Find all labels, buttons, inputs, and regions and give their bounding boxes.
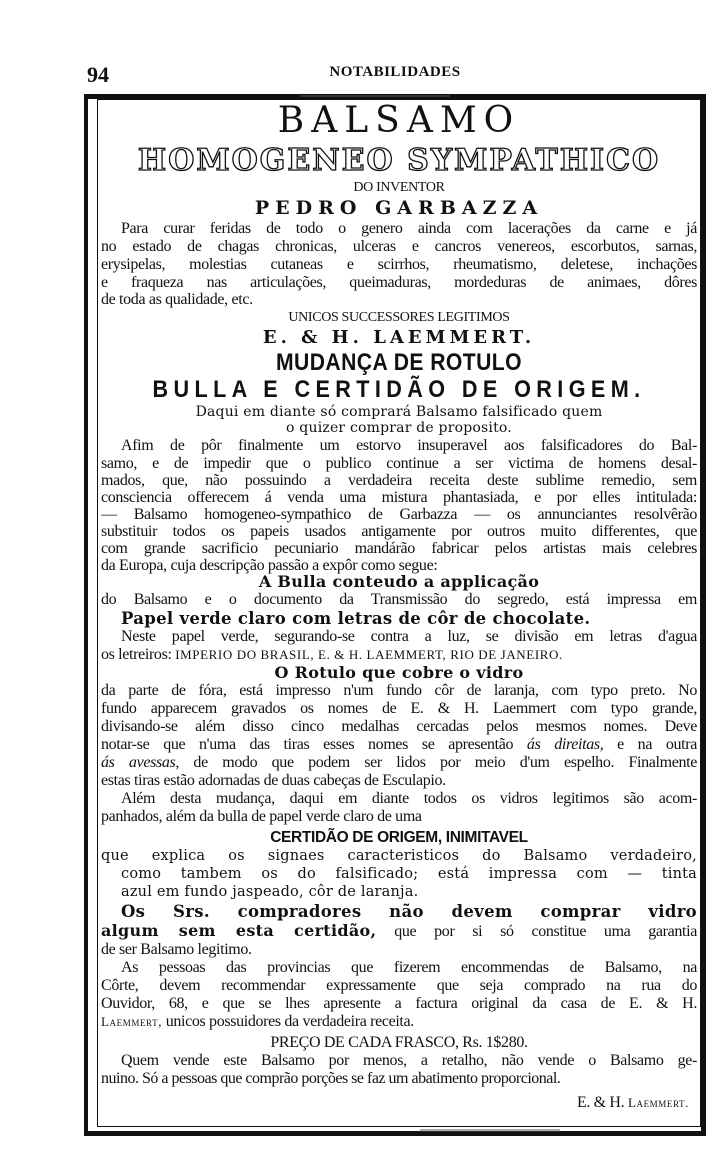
text-line: nuino. Só a pessoas que comprão porções se faz um abatimento proporcional. <box>101 1070 561 1087</box>
text-line: panhados, além da bulla de papel verde claro de uma <box>101 808 422 825</box>
italic-segment: ás avessas, <box>101 754 180 771</box>
text-line: Afim de pôr finalmente um estorvo insuperavel aos falsificadores do Bal- <box>121 437 697 454</box>
warning-line: o quizer comprar de proposito. <box>286 420 512 436</box>
text-line: como tambem os do falsificado; está impressa com — tinta <box>121 866 697 882</box>
successors-label: UNICOS SUCCESSORES LEGITIMOS <box>288 310 510 325</box>
inventor-name: PEDRO GARBAZZA <box>254 197 544 219</box>
buyers-warning-line: Os Srs. compradores não devem comprar vidro <box>121 903 697 921</box>
text-line: de toda as qualidade, etc. <box>101 291 253 308</box>
text-line: fundo apparecem gravados os nomes de E. & H. Laemmert com typo grande, <box>101 700 697 717</box>
inventor-label: DO INVENTOR <box>353 180 445 195</box>
smallcaps-segment: Laemmert, <box>101 1014 163 1029</box>
text-line: Para curar feridas de todo o genero ainda com lacerações da carne e já <box>121 220 697 237</box>
ad-subtitle: HOMOGENEO SYMPATHICO <box>137 143 661 178</box>
italic-segment: ás direitas, <box>526 736 604 753</box>
text-line: da Europa, cuja descripção passão a expôr como segue: <box>101 557 438 574</box>
rotulo-heading: O Rotulo que cobre o vidro <box>274 663 524 682</box>
bulla-heading: A Bulla conteudo a applicação <box>258 572 540 591</box>
heading-label-change: MUDANÇA DE ROTULO <box>275 349 523 376</box>
text-line <box>101 646 697 664</box>
text-line <box>101 754 697 772</box>
text-line: consciencia offerecem á venda uma mistura phantasiada, e por elles intitulada: <box>101 489 697 506</box>
warning-line: Daqui em diante só comprará Balsamo falsificado quem <box>195 404 603 420</box>
text-line: da parte de fóra, está impresso n'um fundo côr de laranja, com typo preto. No <box>101 682 697 699</box>
bold-segment: algum sem esta certidão, <box>101 922 377 940</box>
text-line: samo, e de impedir que o publico continue a ser victima de homens desal- <box>101 455 697 472</box>
signature-initials: E. & H. <box>576 1094 625 1111</box>
text-line: com grande sacrificio pecuniario mandárão fabricar pelos artistas mais celebres <box>101 540 697 557</box>
text-line: de ser Balsamo legitimo. <box>101 941 252 958</box>
certidao-heading: CERTIDÃO DE ORIGEM, INIMITAVEL <box>270 829 528 846</box>
text-line: mados, que, não possuindo a verdadeira receita deste sublime remedio, sem <box>101 472 697 489</box>
text-line: azul em fundo jaspeado, côr de laranja. <box>121 884 419 900</box>
text-segment: notar-se que n'uma das tiras esses nomes se apresentão <box>101 736 514 753</box>
text-segment: e na outra <box>617 736 697 753</box>
text-line: erysipelas, molestias cutaneas e scirrhos, rheumatismo, deletese, inchações <box>101 256 697 273</box>
text-segment: unicos possuidores da verdadeira receita. <box>165 1013 414 1030</box>
text-line: no estado de chagas chronicas, ulceras e cancros venereos, escorbutos, sarnas, <box>101 238 697 255</box>
text-line: divisando-se além disso cinco medalhas cercadas pelos mesmos nomes. Deve <box>101 718 697 735</box>
heading-bulla-certidao: BULLA E CERTIDÃO DE ORIGEM. <box>152 376 646 403</box>
price-line: PREÇO DE CADA FRASCO, Rs. 1$280. <box>270 1034 528 1051</box>
text-line: do Balsamo e o documento da Transmissão do segredo, está impressa em <box>101 591 697 608</box>
text-line: que explica os signaes caracteristicos do Balsamo verdadeiro, <box>101 848 697 864</box>
text-line: Quem vende este Balsamo por menos, a retalho, não vende o Balsamo ge- <box>121 1052 697 1069</box>
text-segment: que por si só constitue uma garantia <box>394 923 697 940</box>
text-line <box>101 1013 697 1031</box>
text-line: Côrte, devem recommendar expressamente que seja comprado na rua do <box>101 977 697 994</box>
text-line: Além desta mudança, daqui em diante todos os vidros legitimos são acom- <box>121 790 697 807</box>
text-segment: de modo que podem ser lidos por meio d'um espelho. Finalmente <box>193 754 697 771</box>
bulla-paper-line: Papel verde claro com letras de côr de chocolate. <box>121 609 591 628</box>
text-line: As pessoas das provincias que fizerem encommendas de Balsamo, na <box>121 959 697 976</box>
text-line: Neste papel verde, segurando-se contra a luz, se divisão em letras d'agua <box>121 628 697 645</box>
text-line <box>101 922 697 940</box>
letreiros-prefix: os letreiros: <box>101 646 172 663</box>
text-line: Ouvidor, 68, e que se lhes apresente a factura original da casa de E. & H. <box>101 995 697 1012</box>
letreiros-value: IMPERIO DO BRASIL, E. & H. LAEMMERT, RIO DE JANEIRO. <box>175 647 563 662</box>
print-smudge <box>420 1129 560 1132</box>
signature <box>101 1094 697 1112</box>
page-number: 94 <box>87 62 109 87</box>
text-line: e fraqueza nas articulações, queimaduras, mordeduras de animaes, dôres <box>101 274 697 291</box>
text-line <box>101 736 697 754</box>
ad-title: BALSAMO <box>277 100 521 141</box>
running-title: NOTABILIDADES <box>329 64 461 80</box>
text-line: substituir todos os papeis usados antigamente por outros muito differentes, que <box>101 523 697 540</box>
text-line: estas tiras estão adornadas de duas cabeças de Esculapio. <box>101 772 446 789</box>
text-line: — Balsamo homogeneo-sympathico de Garbazza — os annunciantes resolvêrão <box>101 506 697 523</box>
print-smudge <box>300 95 450 97</box>
signature-name: Laemmert. <box>627 1095 689 1110</box>
successors-name: E. & H. LAEMMERT. <box>262 327 536 348</box>
